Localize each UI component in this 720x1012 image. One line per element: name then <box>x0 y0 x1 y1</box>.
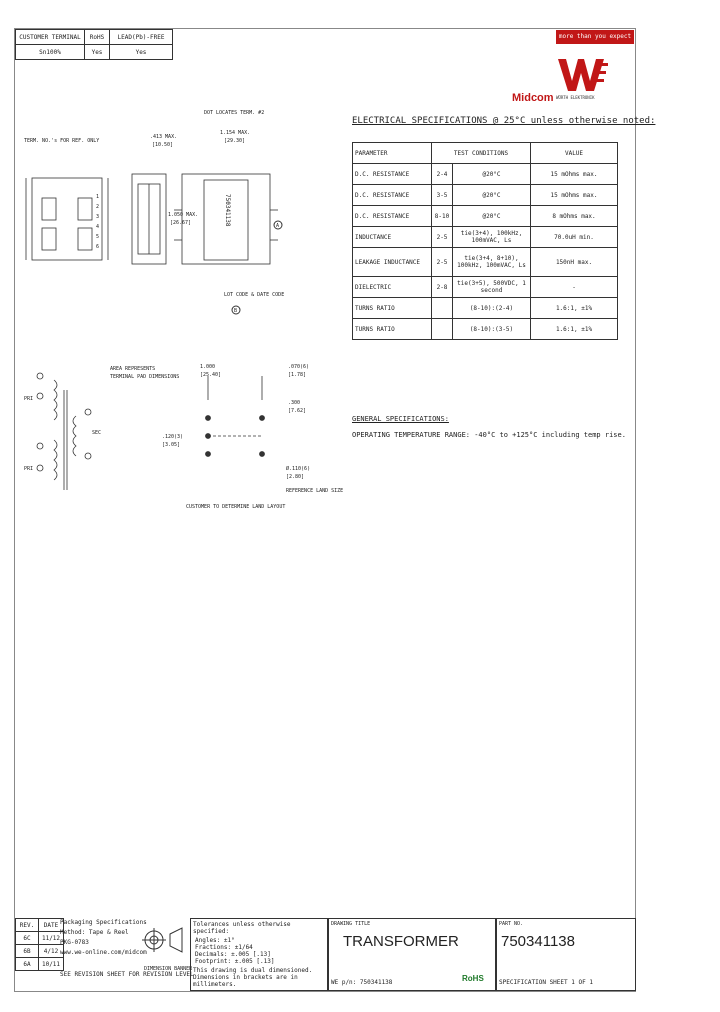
spec-header-conditions: TEST CONDITIONS <box>432 143 531 164</box>
pad-dim-1000-mm: [25.40] <box>200 372 222 378</box>
we-logo-icon <box>556 55 610 93</box>
ref-land-note: REFERENCE LAND SIZE <box>286 488 344 494</box>
pad-dim-110-mm: [2.80] <box>286 474 305 480</box>
tolerances-block: Tolerances unless otherwise specified: Angles: ±1° Fractions: ±1/64 Decimals: ±.005 [.13] Footprint: ±.005 [.13] This drawing is dual dimensioned. Dimensions in brackets are in millimeters. <box>190 918 328 991</box>
dot-note: DOT LOCATES TERM. #2 <box>204 110 265 116</box>
callout-a: A <box>276 223 280 229</box>
revision-row: 6A 10/11 <box>16 958 64 971</box>
customer-land-note: CUSTOMER TO DETERMINE LAND LAYOUT <box>186 504 286 510</box>
spec-row: INDUCTANCE 2-5 tie(3+4), 100kHz, 100mVAC, Ls 70.0uH min. <box>353 227 618 248</box>
sec-label: SEC <box>92 430 102 436</box>
dimension-banner: DIMENSION BANNER <box>144 966 193 972</box>
packaging-notes: Packaging Specifications Method: Tape & Reel PKG-0783 www.we-online.com/midcom SEE REVISION SHEET FOR REVISION LEVEL <box>60 919 194 978</box>
date-header: DATE <box>39 919 64 932</box>
rohs-value: Yes <box>85 45 110 60</box>
pad-dim-070: .070(6) <box>288 364 310 370</box>
pad-dim-120-mm: [3.05] <box>162 442 181 448</box>
pad-dim-300: .300 <box>288 400 301 406</box>
mechanical-drawing <box>14 100 344 520</box>
lot-code-note: LOT CODE & DATE CODE <box>224 292 285 298</box>
dim-width: .413 MAX. <box>150 134 178 140</box>
pad-note-1: AREA REPRESENTS <box>110 366 156 372</box>
customer-terminal-table <box>15 29 173 60</box>
revision-row: 6B 4/12 <box>16 945 64 958</box>
pad-note-2: TERMINAL PAD DIMENSIONS <box>110 374 180 380</box>
pin-1: 1 <box>96 194 100 200</box>
schematic <box>37 373 91 490</box>
part-marking-text: 750341138 <box>224 194 231 227</box>
term-note: TERM. NO.'s FOR REF. ONLY <box>24 138 100 144</box>
dim-height-mm: [26.67] <box>170 220 192 226</box>
spec-row: LEAKAGE INDUCTANCE 2-5 tie(3+4, 8+10), 100kHz, 100mVAC, Ls 150nH max. <box>353 248 618 277</box>
spec-row: D.C. RESISTANCE 8-10 @20°C 8 mOhms max. <box>353 206 618 227</box>
pri-label-2: PRI <box>24 466 34 472</box>
pad-dim-120: .120(3) <box>162 434 184 440</box>
spec-row: D.C. RESISTANCE 3-5 @20°C 15 mOhms max. <box>353 185 618 206</box>
customer-terminal-header: CUSTOMER TERMINAL <box>16 30 85 45</box>
revision-row: 6C 11/12 <box>16 932 64 945</box>
rohs-mark: RoHS <box>462 974 484 983</box>
sheet-info: SPECIFICATION SHEET 1 OF 1 <box>499 979 593 986</box>
spec-header-value: VALUE <box>531 143 618 164</box>
spec-row: TURNS RATIO (8-10):(2-4) 1.6:1, ±1% <box>353 298 618 319</box>
pin-4: 4 <box>96 224 100 230</box>
pad-dim-1000: 1.000 <box>200 364 216 370</box>
part-number-block <box>496 918 636 991</box>
dim-length-mm: [29.30] <box>224 138 246 144</box>
pin-3: 3 <box>96 214 100 220</box>
revision-note: SEE REVISION SHEET FOR REVISION LEVEL <box>60 971 194 978</box>
dim-height: 1.050 MAX. <box>168 212 199 218</box>
spec-row: D.C. RESISTANCE 2-4 @20°C 15 mOhms max. <box>353 164 618 185</box>
pad-dim-300-mm: [7.62] <box>288 408 307 414</box>
general-specs-title: GENERAL SPECIFICATIONS: <box>352 415 449 423</box>
third-angle-projection-icon <box>140 922 188 960</box>
pin-2: 2 <box>96 204 100 210</box>
pin-5: 5 <box>96 234 100 240</box>
pri-label-1: PRI <box>24 396 34 402</box>
pad-dim-110: Ø.110(6) <box>286 466 311 472</box>
midcom-logo: Midcom <box>512 92 554 104</box>
part-number: 750341138 <box>501 933 575 950</box>
ref-part-number: WE p/n: 750341138 <box>331 979 393 986</box>
rohs-header: RoHS <box>85 30 110 45</box>
pad-dim-070-mm: [1.78] <box>288 372 307 378</box>
callout-b: B <box>234 308 238 314</box>
spec-row: TURNS RATIO (8-10):(3-5) 1.6:1, ±1% <box>353 319 618 340</box>
lead-free-header: LEAD(Pb)-FREE <box>110 30 173 45</box>
end-view <box>132 174 166 264</box>
revision-table <box>15 918 64 971</box>
customer-terminal-value: Sn100% <box>16 45 85 60</box>
rev-header: REV. <box>16 919 39 932</box>
spec-header-parameter: PARAMETER <box>353 143 432 164</box>
spec-row: DIELECTRIC 2-8 tie(3+5), 500VDC, 1 second - <box>353 277 618 298</box>
lead-free-value: Yes <box>110 45 173 60</box>
dim-length: 1.154 MAX. <box>220 130 251 136</box>
drawing-title: TRANSFORMER <box>343 933 459 950</box>
dim-width-mm: [10.50] <box>152 142 174 148</box>
brand-tagline: more than you expect <box>556 30 634 44</box>
electrical-specs-table <box>352 142 618 340</box>
drawing-title-label: DRAWING TITLE <box>331 921 371 927</box>
electrical-specs-title: ELECTRICAL SPECIFICATIONS @ 25°C unless otherwise noted: <box>352 116 656 126</box>
wurth-logo-text: WÜRTH ELEKTRONIK <box>556 95 595 100</box>
pad-layout <box>206 376 265 457</box>
part-no-label: PART NO. <box>499 921 524 927</box>
operating-temperature: OPERATING TEMPERATURE RANGE: -40°C to +125°C including temp rise. <box>352 431 626 439</box>
pin-6: 6 <box>96 244 100 250</box>
